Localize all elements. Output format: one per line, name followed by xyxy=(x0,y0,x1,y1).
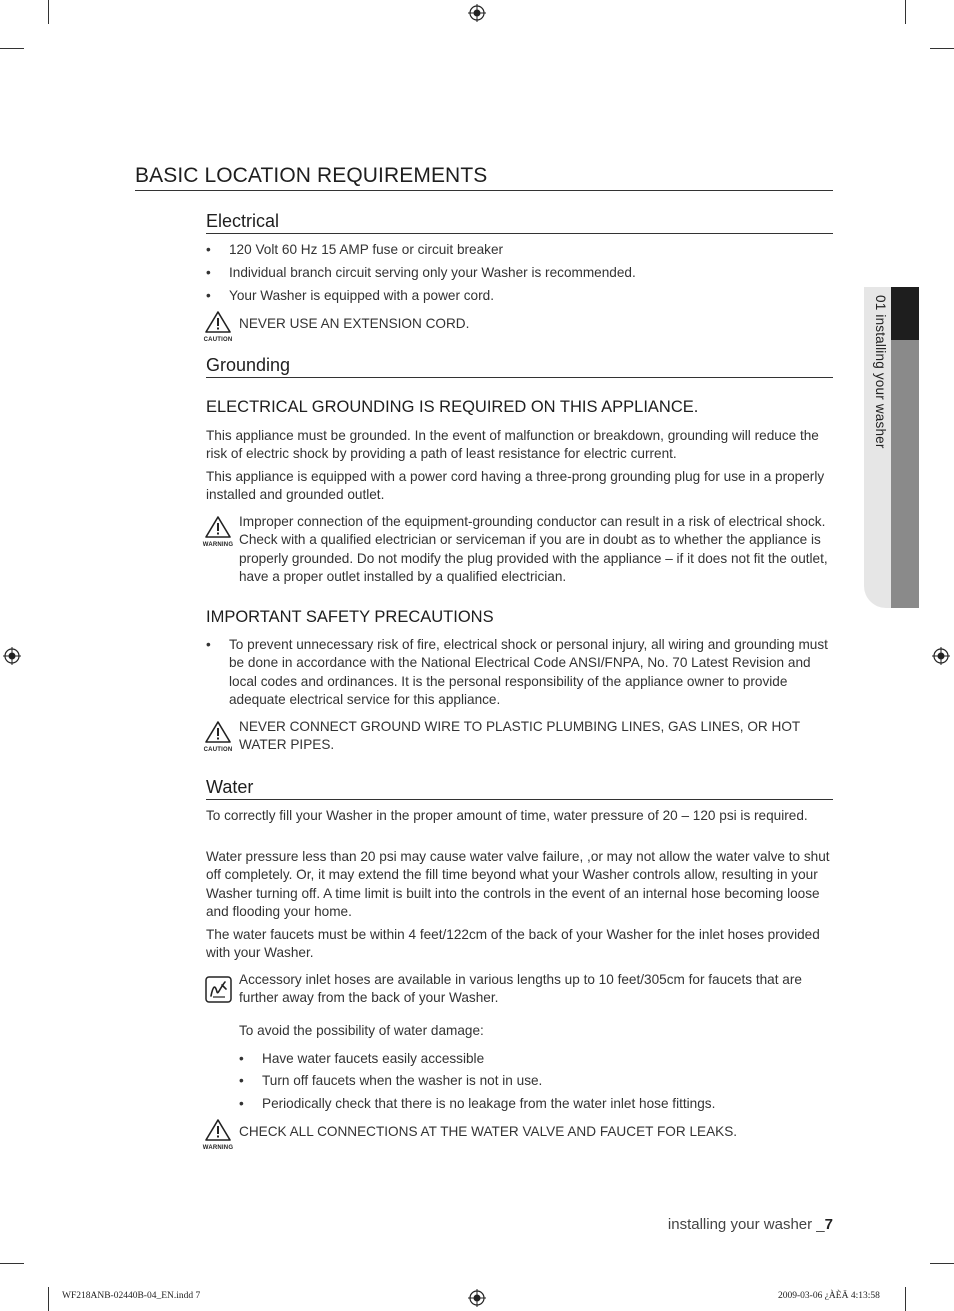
warning-triangle-icon xyxy=(205,311,231,333)
warning-triangle-icon xyxy=(205,1119,231,1141)
crop-mark xyxy=(905,1287,906,1311)
page-number: 7 xyxy=(824,1216,833,1233)
caution-label: CAUTION xyxy=(203,747,233,753)
registration-mark-icon xyxy=(3,647,21,665)
list-item: • Turn off faucets when the washer is not in use. xyxy=(239,1072,835,1090)
registration-mark-icon xyxy=(468,4,486,22)
crop-mark xyxy=(930,1263,954,1264)
registration-mark-icon xyxy=(468,1289,486,1307)
note-icon xyxy=(205,976,232,1003)
warning-label: WARNING xyxy=(202,1145,234,1151)
chapter-tab-label: 01 installing your washer xyxy=(873,295,888,449)
warning-notice-icon xyxy=(200,516,236,549)
footer-section: installing your washer _ xyxy=(667,1216,825,1233)
bullet-icon: • xyxy=(239,1073,244,1088)
section-heading-electrical: Electrical xyxy=(206,210,833,234)
paragraph: Water pressure less than 20 psi may cause water valve failure, ,or may not allow the water valve to shut off completely. Or, it may extend the fill time beyond what your Washer controls allow, resulting in your Washer turning off. A time limit is built into the controls in the event of an internal hose becoming loose and flooding your home. xyxy=(206,849,830,920)
chapter-tab-marker xyxy=(891,287,919,340)
warning-text: Improper connection of the equipment-grounding conductor can result in a risk of electrical shock. Check with a qualified electrician or serviceman if you are in doubt as to whether the appliance is properly grounded. Do not modify the plug provided with the appliance – if it does not fit the outlet, have a proper outlet installed by a qualified electrician. xyxy=(239,514,828,585)
paragraph: The water faucets must be within 4 feet/122cm of the back of your Washer for the inlet hoses provided with your Washer. xyxy=(206,927,820,961)
list-item: • Periodically check that there is no leakage from the water inlet hose fittings. xyxy=(239,1095,835,1113)
list-item: • Individual branch circuit serving only your Washer is recommended. xyxy=(206,264,835,282)
crop-mark xyxy=(48,1287,49,1311)
crop-mark xyxy=(905,0,906,24)
print-timestamp: 2009-03-06 ¿ÀÈÄ 4:13:58 xyxy=(778,1291,880,1301)
list-item: • 120 Volt 60 Hz 15 AMP fuse or circuit breaker xyxy=(206,241,835,259)
crop-mark xyxy=(930,48,954,49)
file-slug: WF218ANB-02440B-04_EN.indd 7 xyxy=(62,1291,201,1301)
subheading: IMPORTANT SAFETY PRECAUTIONS xyxy=(206,608,494,626)
subheading: ELECTRICAL GROUNDING IS REQUIRED ON THIS APPLIANCE. xyxy=(206,398,699,416)
bullet-icon: • xyxy=(206,242,211,257)
bullet-icon: • xyxy=(239,1051,244,1066)
list-item: • To prevent unnecessary risk of fire, electrical shock or personal injury, all wiring and grounding must be done in accordance with the National Electrical Code ANSI/FNPA, No. 70 Latest Revision and local codes and ordinances. It is the personal responsibility of the appliance owner to provide adequate electrical service for this appliance. xyxy=(206,637,828,708)
caution-text: NEVER USE AN EXTENSION CORD. xyxy=(239,316,470,331)
bullet-icon: • xyxy=(206,265,211,280)
page-footer xyxy=(668,1216,833,1233)
warning-triangle-icon xyxy=(205,516,231,538)
caution-label: CAUTION xyxy=(203,337,233,343)
note-intro: To avoid the possibility of water damage: xyxy=(239,1023,484,1038)
section-heading-water: Water xyxy=(206,776,833,800)
bullet-icon: • xyxy=(206,637,211,652)
bullet-icon: • xyxy=(239,1096,244,1111)
page-title: BASIC LOCATION REQUIREMENTS xyxy=(135,163,833,191)
warning-triangle-icon xyxy=(205,721,231,743)
paragraph: This appliance must be grounded. In the event of malfunction or breakdown, grounding will reduce the risk of electric shock by providing a path of least resistance for electric current. xyxy=(206,428,819,462)
caution-notice-icon xyxy=(200,721,236,754)
list-item: • Your Washer is equipped with a power cord. xyxy=(206,287,835,305)
warning-text: CHECK ALL CONNECTIONS AT THE WATER VALVE AND FAUCET FOR LEAKS. xyxy=(239,1124,738,1139)
section-heading-grounding: Grounding xyxy=(206,354,833,378)
list-item: • Have water faucets easily accessible xyxy=(239,1050,835,1068)
crop-mark xyxy=(0,1263,24,1264)
crop-mark xyxy=(0,48,24,49)
caution-notice-icon xyxy=(200,311,236,344)
registration-mark-icon xyxy=(932,647,950,665)
paragraph: To correctly fill your Washer in the proper amount of time, water pressure of 20 – 120 psi is required. xyxy=(206,808,808,823)
bullet-icon: • xyxy=(206,288,211,303)
chapter-tab-bar xyxy=(891,340,919,608)
note-text: Accessory inlet hoses are available in various lengths up to 10 feet/305cm for faucets that are further away from the back of your Washer. xyxy=(239,972,802,1006)
warning-label: WARNING xyxy=(202,542,234,548)
crop-mark xyxy=(48,0,49,24)
paragraph: This appliance is equipped with a power cord having a three-prong grounding plug for use in a properly installed and grounded outlet. xyxy=(206,469,825,503)
caution-text: NEVER CONNECT GROUND WIRE TO PLASTIC PLUMBING LINES, GAS LINES, OR HOT WATER PIPES. xyxy=(239,719,800,753)
warning-notice-icon xyxy=(200,1119,236,1152)
